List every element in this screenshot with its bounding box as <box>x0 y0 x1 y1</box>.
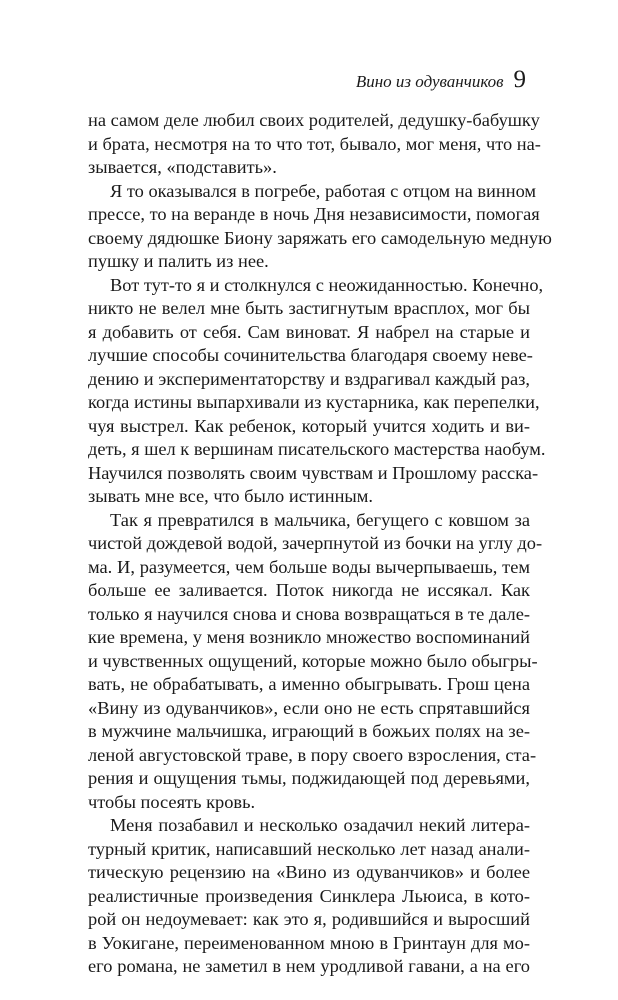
text-line: в мужчине мальчишка, играющий в божьих полях на зе- <box>88 721 530 741</box>
text-line: только я научился снова и снова возвращаться в те дале- <box>88 603 530 624</box>
page-number: 9 <box>513 66 526 93</box>
text-line: прессе, то на веранде в ночь Дня независимости, помогая <box>88 204 540 224</box>
text-line: реалистичные произведения Синклера Льюиса, в кото- <box>88 885 530 906</box>
text-line: Я то оказывался в погребе, работая с отцом на винном <box>110 180 537 201</box>
text-line: чистой дождевой водой, зачерпнутой из бочки на углу до- <box>88 533 543 553</box>
text-line: рой он недоумевает: как это я, родившийся и выросший <box>88 909 530 929</box>
text-line: тическую рецензию на «Вино из одуванчиков» и более <box>88 862 530 882</box>
text-line: и чувственных ощущений, которые можно было обыгры- <box>88 650 538 671</box>
text-line: зывается, «подставить». <box>88 157 277 177</box>
text-line: никто не велел мне быть застигнутым врасплох, мог бы <box>88 298 530 318</box>
text-line: леной августовской траве, в пору своего взросления, ста- <box>88 744 537 765</box>
text-line: «Вину из одуванчиков», если оно не есть спрятавшийся <box>88 697 530 718</box>
text-line: больше ее заливается. Поток никогда не иссякал. Как <box>88 580 530 600</box>
body-text <box>88 109 552 979</box>
text-line: пушку и палить из нее. <box>88 251 269 271</box>
text-line: Так я превратился в мальчика, бегущего с ковшом за <box>110 509 530 530</box>
text-line: и брата, несмотря на то что тот, бывало, мог меня, что на- <box>88 133 541 154</box>
text-line: лучшие способы сочинительства благодаря своему неве- <box>88 345 533 365</box>
text-line: на самом деле любил своих родителей, дедушку-бабушку <box>88 110 540 130</box>
text-line: его романа, не заметил в нем уродливой гавани, а на его <box>88 956 530 976</box>
text-line: Меня позабавил и несколько озадачил некий литера- <box>110 815 530 835</box>
text-line: в Уокигане, переименованном мною в Гринтаун для мо- <box>88 932 530 953</box>
text-line: Научился позволять своим чувствам и Прошлому расска- <box>88 462 539 483</box>
running-head <box>356 66 526 94</box>
text-line: когда истины выпархивали из кустарника, как перепелки, <box>88 392 540 412</box>
text-line: деть, я шел к вершинам писательского мастерства наобум. <box>88 439 546 459</box>
text-line: ма. И, разумеется, чем больше воды вычерпываешь, тем <box>88 556 530 577</box>
running-title: Вино из одуванчиков <box>355 72 504 91</box>
text-line: я добавить от себя. Сам виноват. Я набрел на старые и <box>88 321 530 342</box>
text-line: своему дядюшке Биону заряжать его самодельную медную <box>88 227 552 248</box>
text-line: чтобы посеять кровь. <box>88 791 256 812</box>
text-line: вать, не обрабатывать, а именно обыгрывать. Грош цена <box>88 674 530 694</box>
text-line: зывать мне все, что было истинным. <box>88 486 374 506</box>
text-line: дению и экспериментаторству и вздрагивал каждый раз, <box>88 368 530 389</box>
text-line: кие времена, у меня возникло множество воспоминаний <box>88 627 530 647</box>
text-line: чуя выстрел. Как ребенок, который учится ходить и ви- <box>88 415 530 436</box>
text-line: турный критик, написавший несколько лет назад анали- <box>88 838 530 859</box>
text-line: рения и ощущения тьмы, поджидающей под деревьями, <box>88 768 530 788</box>
text-line: Вот тут-то я и столкнулся с неожиданностью. Конечно, <box>110 274 544 295</box>
